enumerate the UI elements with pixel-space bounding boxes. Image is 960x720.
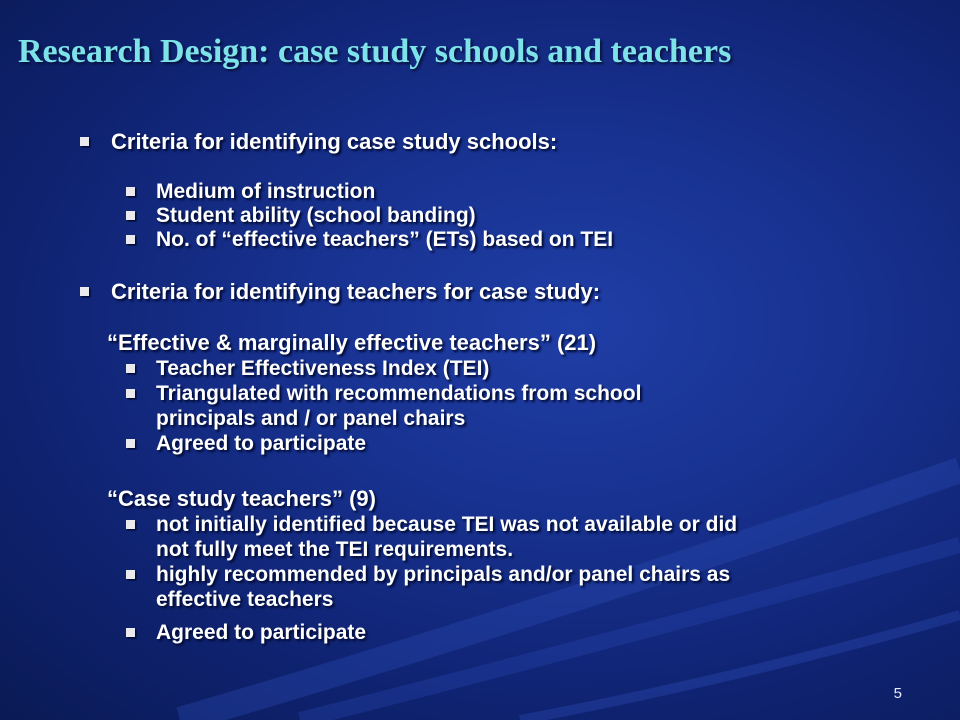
bullet-icon [126, 211, 135, 220]
bullet-icon [126, 520, 135, 529]
group1-item-tei: Teacher Effectiveness Index (TEI) [156, 357, 490, 380]
schools-item-medium: Medium of instruction [156, 180, 376, 203]
group2-item-not-identified-cont: not fully meet the TEI requirements. [156, 538, 514, 561]
schools-heading: Criteria for identifying case study schools: [111, 129, 558, 154]
group1-label: “Effective & marginally effective teachers” (21) [107, 330, 597, 355]
schools-item-ability: Student ability (school banding) [156, 204, 476, 227]
bullet-icon [126, 389, 135, 398]
bullet-icon [126, 628, 135, 637]
group2-item-not-identified: not initially identified because TEI was not available or did [156, 513, 738, 536]
bullet-icon [126, 570, 135, 579]
bullet-icon [80, 287, 89, 296]
bullet-icon [80, 137, 89, 146]
group1-item-triangulated-cont: principals and / or panel chairs [156, 407, 466, 430]
group2-label: “Case study teachers” (9) [107, 486, 376, 511]
group1-item-triangulated: Triangulated with recommendations from school [156, 382, 642, 405]
group2-item-agreed: Agreed to participate [156, 621, 367, 644]
bullet-icon [126, 364, 135, 373]
group2-item-recommended: highly recommended by principals and/or panel chairs as [156, 563, 731, 586]
bullet-icon [126, 187, 135, 196]
teachers-heading: Criteria for identifying teachers for case study: [111, 279, 601, 304]
page-number: 5 [893, 685, 902, 702]
group2-item-recommended-cont: effective teachers [156, 588, 334, 611]
slide-title: Research Design: case study schools and teachers [18, 33, 732, 70]
bullet-icon [126, 235, 135, 244]
group1-item-agreed: Agreed to participate [156, 432, 367, 455]
schools-item-ets: No. of “effective teachers” (ETs) based on TEI [156, 228, 614, 251]
bullet-icon [126, 439, 135, 448]
